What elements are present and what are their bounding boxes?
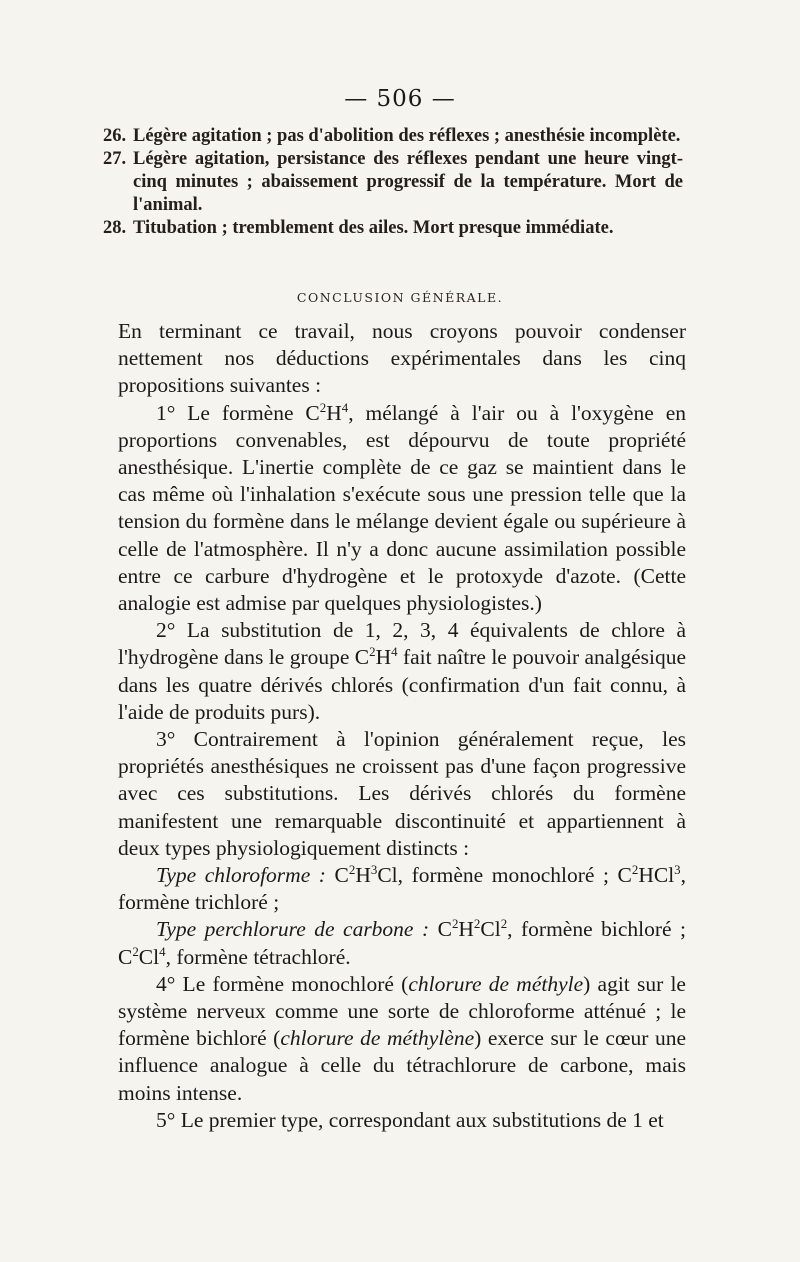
type2-sup-d: 2 [132, 944, 139, 959]
note-text: Légère agitation ; pas d'abolition des réflexes ; anesthésie incomplète. [133, 126, 681, 146]
note-item [103, 125, 683, 148]
proposition-5 [118, 1107, 686, 1134]
p4-c: ) exerce sur le cœur une influence analogue à celle du tétrachlorure de carbone, mais moins intense. [118, 1026, 686, 1105]
type1-text-a: , formène monochloré ; C [397, 863, 632, 888]
intro-paragraph [118, 318, 686, 400]
type1-sup-d: 3 [674, 862, 681, 877]
intro-text: En terminant ce travail, nous croyons pouvoir condenser nettement nos déductions expérimentales dans les cinq propositions suivantes : [118, 319, 686, 398]
type1-text-b: , formène trichloré ; [118, 863, 686, 915]
p2-sub: 2 [369, 645, 376, 660]
proposition-2: 2° La substitution de 1, 2, 3, 4 équivalents de chlore à l'hydrogène dans le groupe $C^2H^4$ fait naître le pouvoir analgésique dans les quatre dérivés chlorés (confirmation d'un fait connu, à l'aide de produits purs). [118, 618, 686, 724]
p2-start: 2° La substitution de 1, 2, 3, 4 équivalents de chlore à l'hydrogène dans le groupe C [118, 618, 686, 670]
proposition-3 [118, 726, 686, 862]
p4-b: ) agit sur le système nerveux comme une sorte de chloroforme atténué ; le formène bichloré ( [118, 971, 686, 1051]
type2-text-a: , formène bichloré ; C [118, 917, 686, 969]
note-number: 26. [103, 126, 127, 146]
p5-text: 5° Le premier type, correspondant aux substitutions de 1 et [156, 1107, 664, 1132]
p1-sub: 2 [319, 400, 327, 415]
numbered-notes [103, 125, 683, 240]
type2-sup-e: 4 [159, 944, 166, 959]
p2-sup: 4 [391, 645, 398, 660]
type2-text-b: , formène tétrachloré. [165, 944, 351, 969]
type2-sup-a: 2 [451, 917, 459, 932]
p1-start: 1° Le formène C [156, 400, 320, 425]
type-chloroforme: Type chloroforme : $C^2H^3Cl$, formène monochloré ; $C^2HCl^3$, formène trichloré ; [118, 862, 686, 915]
note-item [103, 148, 683, 217]
type1-sup-b: 3 [370, 862, 378, 877]
note-text: Légère agitation, persistance des réflexes pendant une heure vingt-cinq minutes ; abaissement progressif de la température. Mort de l'animal. [133, 149, 683, 215]
type2-sup-c: 2 [500, 917, 508, 932]
p4-a: 4° Le formène monochloré ( [156, 971, 409, 996]
type-perchlorure: Type perchlorure de carbone : $C^2H^2Cl^2$, formène bichloré ; $C^2Cl^4$, formène tétrachloré. [118, 917, 686, 969]
p2-rest: fait naître le pouvoir analgésique dans les quatre dérivés chlorés (confirmation d'un fait connu, à l'aide de produits purs). [118, 645, 686, 724]
type1-sup-a: 2 [348, 862, 356, 877]
section-heading: CONCLUSION GÉNÉRALE. [296, 290, 504, 305]
p1-rest: , mélangé à l'air ou à l'oxygène en proportions convenables, est dépourvu de toute propriété anesthésique. L'inertie complète de ce gaz se maintient dans le cas même où l'inhalation s'exécute sous une pression telle que la tension du formène dans le mélange devient égale ou supérieure à celle de l'atmosphère. Il n'y a donc aucune assimilation possible entre ce carbure d'hydrogène et le protoxyde d'azote. (Cette analogie est admise par quelques physiologistes.) [118, 400, 686, 616]
type1-sup-c: 2 [631, 862, 639, 877]
page-number: — 506 — [344, 86, 456, 112]
p3-text: 3° Contrairement à l'opinion généralement reçue, les propriétés anesthésiques ne croissent pas d'une façon progressive avec ces substitutions. Les dérivés chlorés du formène manifestent une remarquable discontinuité et appartiennent à deux types physiologiquement distincts : [118, 727, 686, 860]
type1-label: Type chloroforme : [156, 863, 326, 888]
type2-label: Type perchlorure de carbone : [156, 917, 430, 942]
p4-italic-1: chlorure de méthyle [408, 971, 584, 996]
proposition-4 [118, 971, 686, 1107]
note-item [103, 217, 683, 240]
p4-italic-2: chlorure de méthylène [280, 1026, 475, 1051]
note-number: 28. [103, 218, 127, 238]
type1-formula-a: C [334, 863, 349, 888]
note-number: 27. [103, 149, 127, 169]
proposition-1: 1° Le formène $C^2H^4$, mélangé à l'air ou à l'oxygène en proportions convenables, est dépourvu de toute propriété anesthésique. L'inertie complète de ce gaz se maintient dans le cas même où l'inhalation s'exécute sous une pression telle que la tension du formène dans le mélange devient égale ou supérieure à celle de l'atmosphère. Il n'y a donc aucune assimilation possible entre ce carbure d'hydrogène et le protoxyde d'azote. (Cette analogie est admise par quelques physiologistes.) [118, 400, 686, 616]
body-text [118, 318, 686, 1134]
note-text: Titubation ; tremblement des ailes. Mort presque immédiate. [133, 218, 614, 238]
type2-sup-b: 2 [473, 917, 481, 932]
p1-sup: 4 [341, 400, 349, 415]
type2-formula-a: C [437, 917, 452, 942]
